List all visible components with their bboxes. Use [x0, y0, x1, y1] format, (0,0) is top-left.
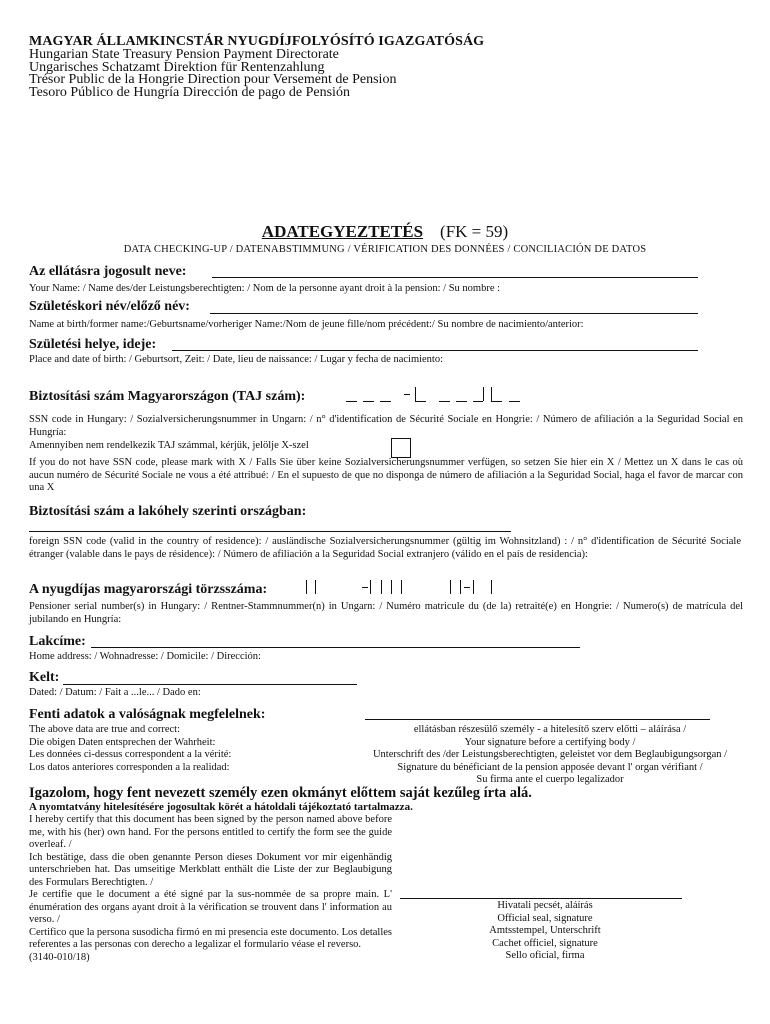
foreign-ssn-field[interactable]: [29, 531, 511, 532]
pension-dash: [464, 587, 470, 588]
pension-digit-slot: [450, 580, 451, 594]
taj-digit-slot: [491, 401, 502, 402]
taj-label: Biztosítási szám Magyarországon (TAJ szám):: [29, 389, 306, 404]
date-field[interactable]: [63, 684, 357, 685]
seal-caption-fr: Cachet officiel, signature: [492, 937, 598, 949]
pension-digit-slot: [370, 580, 371, 594]
taj-dash: [404, 394, 410, 395]
header-line-es: Tesoro Público de Hungría Dirección de pago de Pensión: [29, 85, 350, 100]
header-line-fr: Trésor Public de la Hongrie Direction pour Versement de Pension: [29, 72, 397, 87]
taj-digit-slot: [509, 401, 520, 402]
taj-digit-slot: [456, 401, 467, 402]
official-seal-caption: [410, 900, 680, 963]
certify-left-text: [29, 724, 329, 774]
form-subtitle: DATA CHECKING-UP / DATENABSTIMMUNG / VÉRIFICATION DES DONNÉES / CONCILIACIÓN DE DATOS: [123, 244, 647, 255]
taj-digit-slot: [491, 387, 492, 401]
address-label: Lakcíme:: [29, 634, 86, 649]
applicant-signature-line[interactable]: [365, 719, 710, 720]
taj-help: SSN code in Hungary: / Sozialversicherungsnummer in Ungarn: / n° d'identification de Sécurité Sociale en Hongrie: / Número de afiliación a la Seguridad Social en Hungría:: [29, 414, 743, 438]
pension-digit-slot: [460, 580, 461, 594]
certify-left-fr: Les données ci-dessus correspondent a la vérité:: [29, 749, 232, 760]
pension-digit-slot: [381, 580, 382, 594]
address-field[interactable]: [91, 647, 580, 648]
taj-digit-slot: [380, 401, 391, 402]
form-code-number: (3140-010/18): [29, 951, 90, 963]
seal-caption-de: Amtsstempel, Unterschrift: [489, 925, 601, 936]
signature-caption: [340, 724, 760, 787]
signature-caption-hu: ellátásban részesülő személy - a hitelesítő szerv előtti – aláírása /: [413, 724, 687, 735]
pension-digit-slot: [491, 580, 492, 594]
signature-caption-de: Unterschrift des /der Leistungsberechtigten, geleistet vor dem Beglaubigungsorgan /: [372, 749, 728, 760]
taj-digit-slot: [473, 401, 483, 402]
attestation-fr: Je certifie que le document a été signé par la sus-nommée de sa propre main. L' énumération des organs ayant droit à la vérification se trouvent dans l' information au verso. /: [29, 889, 392, 925]
foreign-ssn-label: Biztosítási szám a lakóhely szerinti országban:: [29, 504, 307, 519]
no-ssn-checkbox[interactable]: [391, 438, 411, 458]
pension-digit-slot: [315, 580, 316, 594]
header-line-de: Ungarisches Schatzamt Direktion für Rentenzahlung: [29, 60, 325, 75]
form-title: [0, 222, 770, 242]
taj-hu-note: Amennyiben nem rendelkezik TAJ számmal, kérjük, jelölje X-szel: [29, 440, 309, 451]
signature-caption-fr: Signature du bénéficiant de la pension apposée devant l' organ vérifiant /: [397, 761, 703, 773]
taj-digit-slot: [439, 401, 450, 402]
seal-caption-es: Sello oficial, firma: [505, 950, 585, 961]
seal-caption-en: Official seal, signature: [497, 912, 593, 924]
name-help: Your Name: / Name des/der Leistungsberechtigten: / Nom de la personne ayant droit à la pension: / Su nombre :: [29, 283, 501, 294]
taj-digit-slot: [483, 387, 484, 401]
birthname-label: Születéskori név/előző név:: [29, 299, 190, 314]
attestation-de: Ich bestätige, dass die oben genannte Person dieses Dokument vor mir eigenhändig unterschrieben hat. Das umseitige Merkblatt enthält die Liste der zur Beglaubigung des Formulars Berechtigten. /: [29, 851, 392, 888]
birthplace-field[interactable]: [172, 350, 698, 351]
taj-digit-slot: [415, 387, 416, 401]
certify-left-en: The above data are true and correct:: [29, 724, 180, 735]
header-line-en: Hungarian State Treasury Pension Payment Directorate: [29, 47, 339, 62]
seal-caption-hu: Hivatali pecsét, aláírás: [497, 900, 593, 911]
name-field[interactable]: [212, 277, 698, 278]
pension-number-help: Pensioner serial number(s) in Hungary: / Rentner-Stammnummer(n) in Ungarn: / Numéro matricule du (de la) retraité(e) en Hongrie: / Numero(s) de matrícula del jubilando en Hungría:: [29, 601, 743, 625]
attestation-subheading: A nyomtatvány hitelesítésére jogosultak körét a hátoldali tájékoztató tartalmazza.: [29, 801, 413, 813]
attestation-en: I hereby certify that this document has been signed by the person named above before me, with his (her) own hand. For the persons entitled to certify the form see the guide overleaf. /: [29, 814, 392, 850]
pension-number-label: A nyugdíjas magyarországi törzsszáma:: [29, 582, 268, 597]
taj-number-field[interactable]: [346, 384, 536, 404]
attestation-es: Certifico que la persona susodicha firmó en mi presencia este documento. Los detalles referentes a las personas con derecho a legalizar el formulario véase el reverso.: [29, 926, 393, 950]
pension-digit-slot: [391, 580, 392, 594]
signature-caption-es: Su firma ante el cuerpo legalizador: [476, 774, 624, 785]
attestation-text: [29, 814, 392, 964]
signature-caption-en: Your signature before a certifying body /: [464, 736, 636, 748]
date-help: Dated: / Datum: / Fait a ...le... / Dado en:: [29, 687, 201, 698]
foreign-ssn-help: foreign SSN code (valid in the country of residence): / ausländische Sozialversicherungsnummer (gültig im Wohnsitzland) : / n° d'identification de Sécurité Sociale étranger (valable dans le pays de résidence): / Número de afiliación a la Seguridad Social extranjero (válido en el país de residencia):: [29, 536, 741, 560]
certify-left-de: Die obigen Daten entsprechen der Wahrheit:: [29, 736, 216, 748]
form-title-main: ADATEGYEZTETÉS: [261, 222, 424, 241]
pension-number-field[interactable]: [298, 578, 498, 598]
date-label: Kelt:: [29, 670, 60, 685]
pension-dash: [362, 587, 368, 588]
taj-digit-slot: [363, 401, 374, 402]
taj-digit-slot: [346, 401, 357, 402]
certify-left-es: Los datos anteriores corresponden a la realidad:: [29, 761, 230, 773]
name-label: Az ellátásra jogosult neve:: [29, 264, 187, 279]
certify-label: Fenti adatok a valóságnak megfelelnek:: [29, 707, 266, 722]
header-line-hu: MAGYAR ÁLLAMKINCSTÁR NYUGDÍJFOLYÓSÍTÓ IGAZGATÓSÁG: [29, 34, 485, 49]
attestation-heading: Igazolom, hogy fent nevezett személy ezen okmányt előttem saját kezűleg írta alá.: [29, 785, 532, 801]
birthname-help: Name at birth/former name:/Geburtsname/vorheriger Name:/Nom de jeune fille/nom précédent:/ Su nombre de nacimiento/anterior:: [29, 319, 584, 330]
no-ssn-instructions: If you do not have SSN code, please mark with X / Falls Sie über keine Sozialversicherungsnummer verfügen, so setzen Sie hier ein X / Mettez un X dans le cas où aucun numéro de Sécurité Sociale ne vous a été attribué: / En el supuesto de que no disponga de número de afiliación a la Seguridad Social, haga el favor de marcar con una X: [29, 457, 743, 493]
taj-digit-slot: [415, 401, 426, 402]
pension-digit-slot: [473, 580, 474, 594]
form-code: (FK = 59): [440, 222, 509, 241]
birthname-field[interactable]: [210, 313, 698, 314]
pension-digit-slot: [401, 580, 402, 594]
address-help: Home address: / Wohnadresse: / Domicile: / Dirección:: [29, 651, 261, 662]
official-signature-line[interactable]: [400, 898, 682, 899]
pension-digit-slot: [306, 580, 307, 594]
birthplace-label: Születési helye, ideje:: [29, 337, 157, 352]
birthplace-help: Place and date of birth: / Geburtsort, Zeit: / Date, lieu de naissance: / Lugar y fecha de nacimiento:: [29, 354, 444, 365]
